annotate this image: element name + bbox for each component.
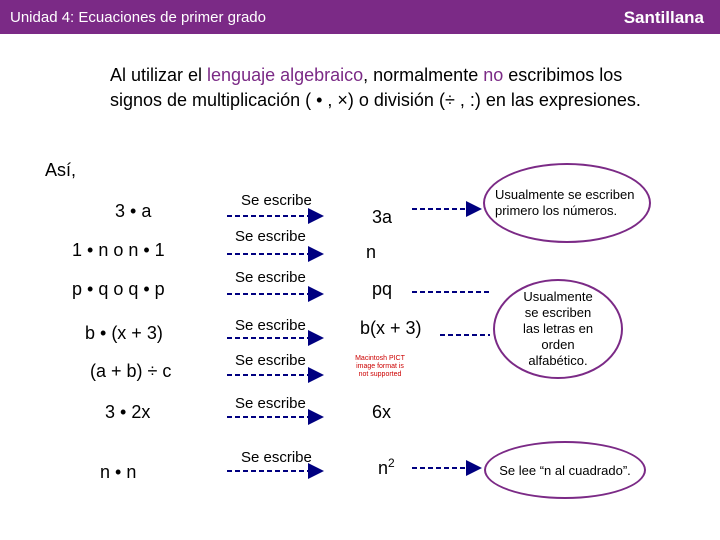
- intro-text-1: Al utilizar el: [110, 65, 208, 85]
- verb-row-2: Se escribe: [235, 228, 306, 245]
- brand-name: Santillana: [623, 8, 704, 27]
- result-row-3: pq: [372, 279, 393, 299]
- note-alphabetical-order: Usualmente se escriben las letras en orden alfabético.: [493, 279, 623, 379]
- intro-text-3: escribimos los signos de multiplicación ( • , ×) o división (÷ , :) en las expresiones.: [110, 65, 641, 110]
- intro-highlight-no: no: [483, 65, 504, 85]
- expression-row-7: n • n: [100, 462, 137, 482]
- verb-row-6: Se escribe: [235, 395, 306, 412]
- intro-highlight-algebraic-language: lenguaje algebraico: [207, 65, 364, 85]
- note-numbers-first: Usualmente se escriben primero los números.: [483, 163, 651, 243]
- result-row-7-base: n: [378, 458, 389, 478]
- note-n-squared: Se lee “n al cuadrado”.: [484, 441, 646, 499]
- expression-row-3: p • q o q • p: [72, 279, 165, 299]
- expression-row-4: b • (x + 3): [85, 323, 163, 343]
- asi-label: Así,: [45, 160, 77, 180]
- verb-row-1: Se escribe: [241, 192, 312, 209]
- expression-row-1: 3 • a: [115, 201, 152, 221]
- result-row-4: b(x + 3): [360, 318, 422, 338]
- verb-row-5: Se escribe: [235, 352, 306, 369]
- result-row-7-exponent: 2: [388, 456, 395, 470]
- expression-row-2: 1 • n o n • 1: [72, 240, 165, 260]
- verb-row-7: Se escribe: [241, 449, 312, 466]
- intro-text-2: , normalmente: [363, 65, 484, 85]
- unit-title: Unidad 4: Ecuaciones de primer grado: [10, 9, 266, 26]
- result-row-1: 3a: [372, 207, 393, 227]
- expression-row-6: 3 • 2x: [105, 402, 151, 422]
- verb-row-3: Se escribe: [235, 269, 306, 286]
- expression-row-5: (a + b) ÷ c: [90, 361, 172, 381]
- result-row-6: 6x: [372, 402, 392, 422]
- result-row-2: n: [366, 242, 377, 262]
- pict-image-placeholder: Macintosh PICT image format is not supported: [355, 355, 405, 378]
- verb-row-4: Se escribe: [235, 317, 306, 334]
